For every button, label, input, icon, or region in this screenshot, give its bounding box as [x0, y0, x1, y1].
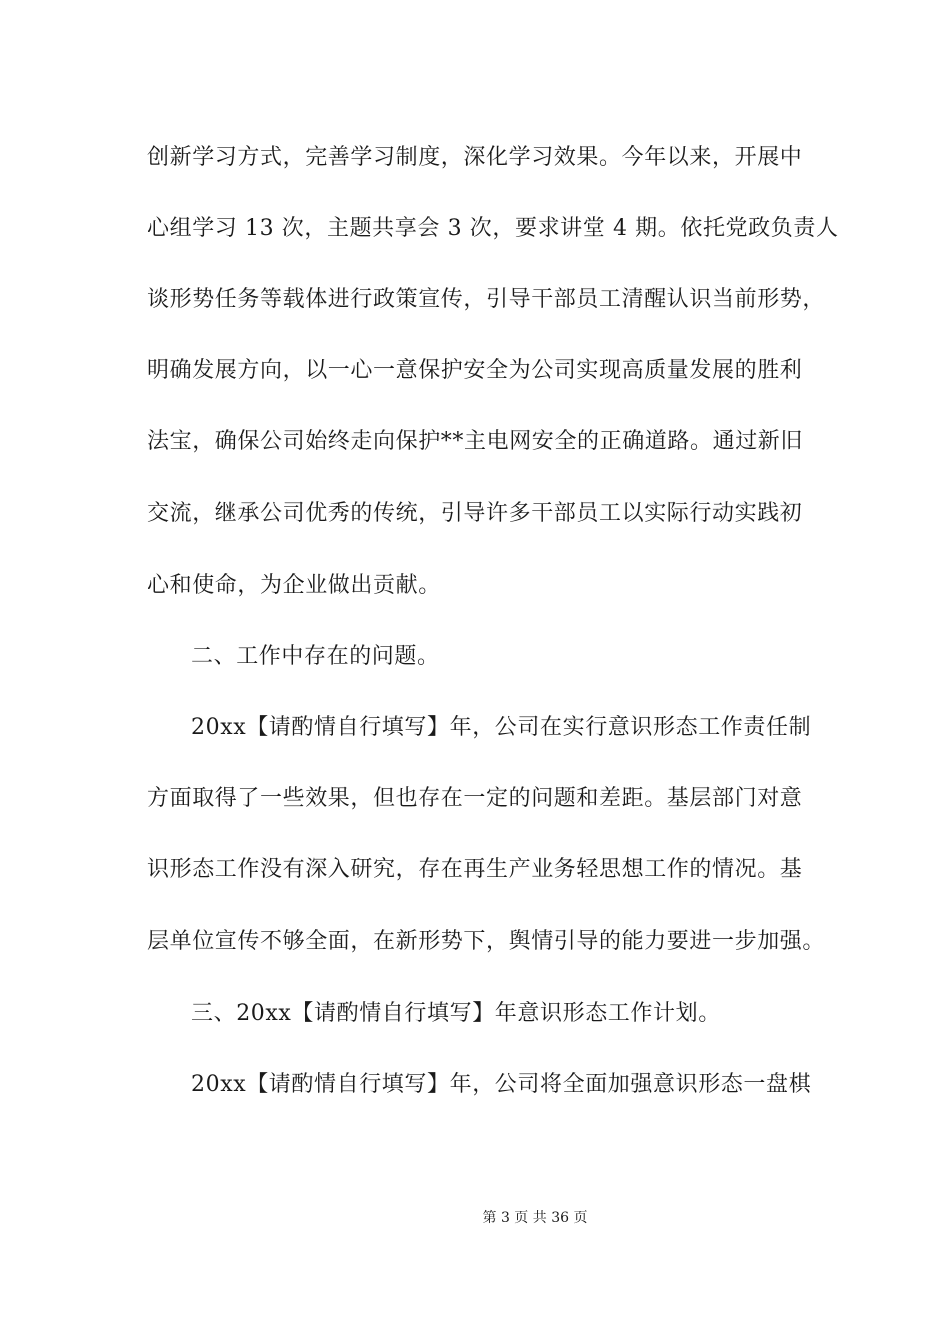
paragraph-line: 交流，继承公司优秀的传统，引导许多干部员工以实际行动实践初	[147, 501, 803, 526]
paragraph-line: 创新学习方式，完善学习制度，深化学习效果。今年以来，开展中	[147, 145, 803, 170]
section-heading: 三、20xx【请酌情自行填写】年意识形态工作计划。	[191, 1001, 721, 1026]
paragraph-line: 20xx【请酌情自行填写】年，公司将全面加强意识形态一盘棋	[191, 1072, 812, 1097]
paragraph-line: 心组学习 13 次，主题共享会 3 次，要求讲堂 4 期。依托党政负责人	[147, 216, 839, 241]
paragraph-line: 法宝，确保公司始终走向保护**主电网安全的正确道路。通过新旧	[147, 429, 804, 454]
paragraph-line: 层单位宣传不够全面，在新形势下，舆情引导的能力要进一步加强。	[147, 929, 826, 954]
paragraph-line: 心和使命，为企业做出贡献。	[147, 573, 441, 598]
section-heading: 二、工作中存在的问题。	[191, 644, 440, 669]
paragraph-line: 谈形势任务等载体进行政策宣传，引导干部员工清醒认识当前形势，	[147, 287, 826, 312]
paragraph-line: 明确发展方向，以一心一意保护安全为公司实现高质量发展的胜利	[147, 358, 803, 383]
paragraph-line: 识形态工作没有深入研究，存在再生产业务轻思想工作的情况。基	[147, 857, 803, 882]
paragraph-line: 方面取得了一些效果，但也存在一定的问题和差距。基层部门对意	[147, 786, 803, 811]
page-number-footer: 第 3 页 共 36 页	[482, 1210, 588, 1226]
paragraph-line: 20xx【请酌情自行填写】年，公司在实行意识形态工作责任制	[191, 715, 812, 740]
